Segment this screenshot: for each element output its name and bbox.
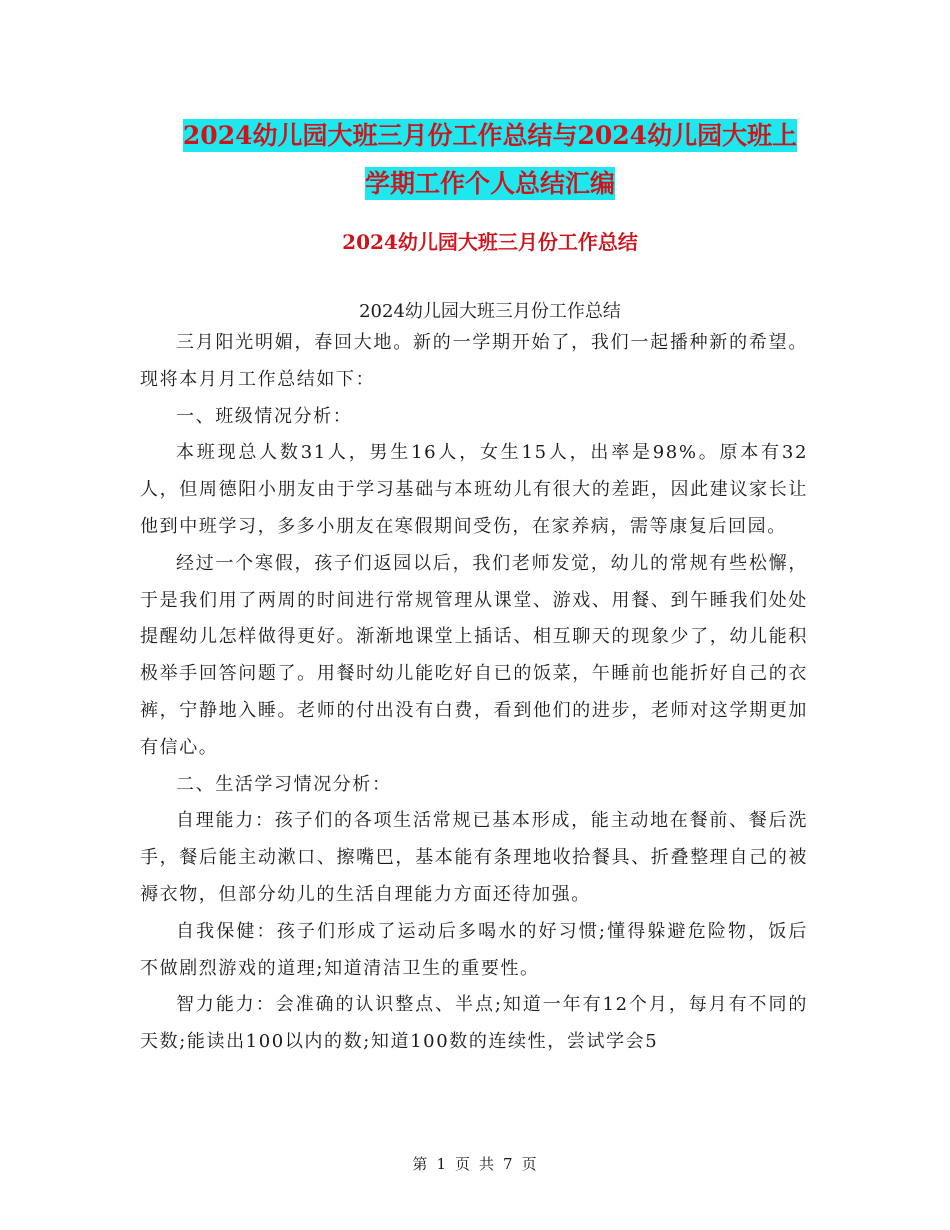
paragraph-self-care: 自理能力：孩子们的各项生活常规已基本形成，能主动地在餐前、餐后洗手，餐后能主动漱口、擦嘴巴，基本能有条理地收拾餐具、折叠整理自己的被褥衣物，但部分幼儿的生活自理能力方面还待加强。 (140, 810, 808, 905)
footer-page-prefix: 第 (412, 1155, 429, 1173)
title-line-2: 学期工作个人总结汇编 (364, 169, 615, 198)
title-line-1: 2024幼儿园大班三月份工作总结与2024幼儿园大班上 (182, 121, 798, 150)
footer-page-current: 1 (436, 1155, 447, 1173)
paragraph-heading-class-analysis: 一、班级情况分析： (176, 405, 353, 427)
document-body (140, 325, 808, 1061)
paragraph-routine: 经过一个寒假，孩子们返园以后，我们老师发觉，幼儿的常规有些松懈，于是我们用了两周的时间进行常规管理从课堂、游戏、用餐、到午睡我们处处提醒幼儿怎样做得更好。渐渐地课堂上插话、相互聊天的现象少了，幼儿能积极举手回答问题了。用餐时幼儿能吃好自已的饭菜，午睡前也能折好自己的衣裤，宁静地入睡。老师的付出没有白费，看到他们的进步，老师对这学期更加有信心。 (140, 552, 808, 758)
paragraph-intellect: 智力能力：会准确的认识整点、半点;知道一年有12个月，每月有不同的天数;能读出100以内的数;知道100数的连续性，尝试学会5 (140, 994, 808, 1053)
footer-page-suffix: 页 (521, 1155, 538, 1173)
page-footer (0, 1153, 950, 1174)
sub-heading: 2024幼儿园大班三月份工作总结 (359, 301, 621, 322)
footer-page-total: 7 (503, 1155, 514, 1173)
footer-total-prefix: 共 (479, 1155, 496, 1173)
paragraph-class-stats: 本班现总人数31人，男生16人，女生15人，出率是98%。原本有32人，但周德阳小朋友由于学习基础与本班幼儿有很大的差距，因此建议家长让他到中班学习，多多小朋友在寒假期间受伤，在家养病，需等康复后回园。 (140, 442, 808, 537)
document-title (140, 112, 840, 208)
section-heading: 2024幼儿园大班三月份工作总结 (342, 230, 638, 254)
paragraph-self-health: 自我保健：孩子们形成了运动后多喝水的好习惯;懂得躲避危险物，饭后不做剧烈游戏的道理;知道清洁卫生的重要性。 (140, 920, 808, 979)
paragraph-heading-life-study: 二、生活学习情况分析： (176, 773, 392, 795)
paragraph-intro: 三月阳光明媚，春回大地。新的一学期开始了，我们一起播种新的希望。现将本月月工作总结如下： (140, 332, 808, 390)
footer-page-mid: 页 (454, 1155, 471, 1173)
